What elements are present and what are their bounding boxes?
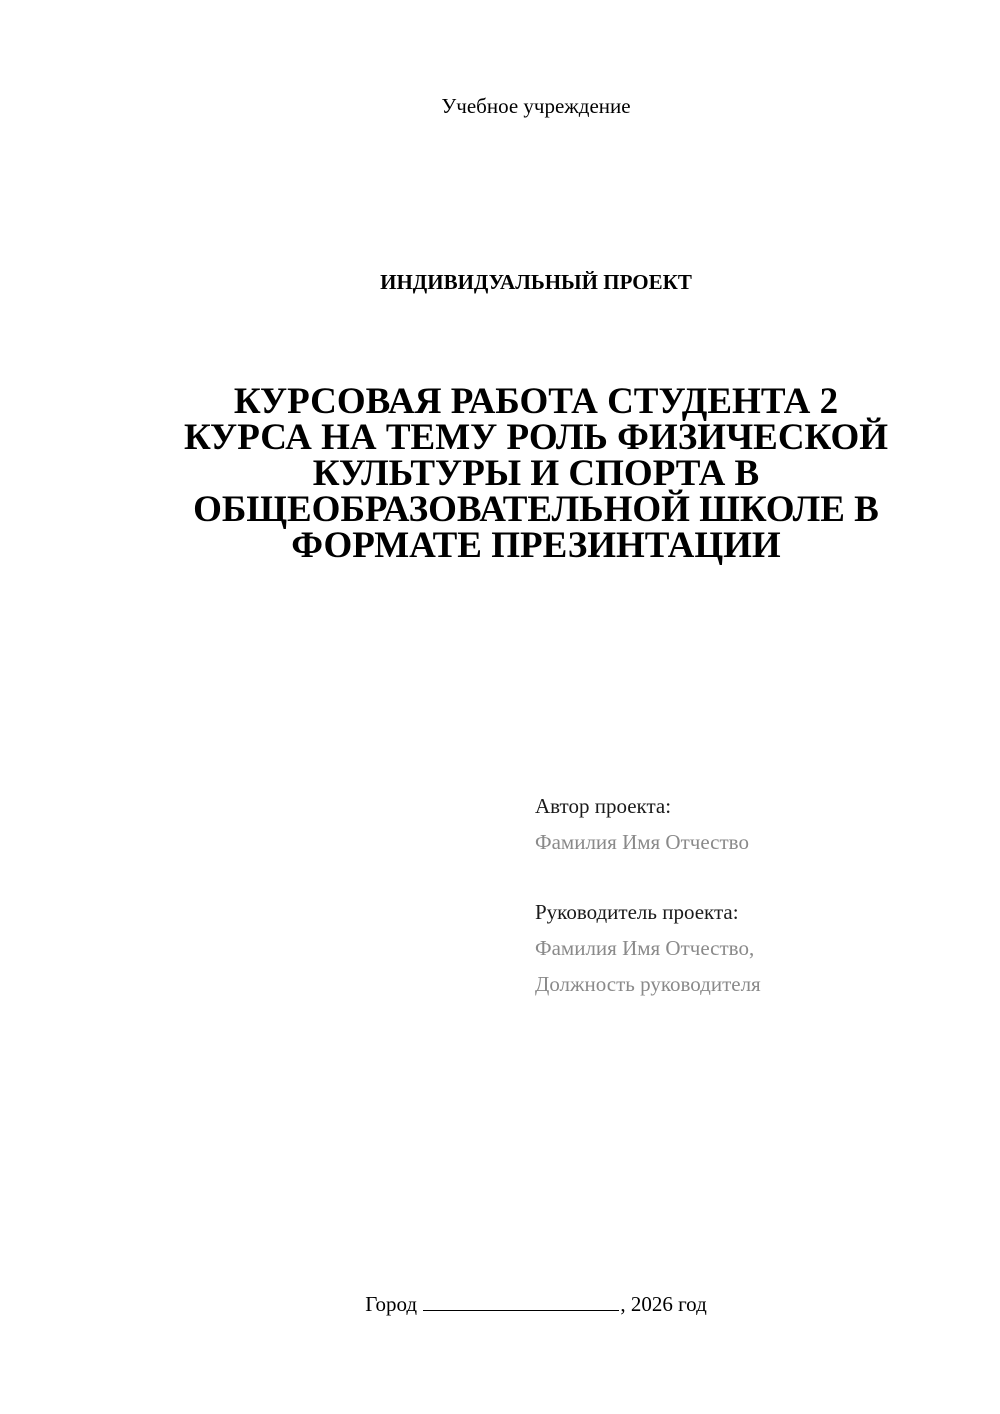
document-title xyxy=(150,381,922,566)
title-line: КУРСА НА ТЕМУ РОЛЬ ФИЗИЧЕСКОЙ xyxy=(183,417,889,458)
info-spacer xyxy=(535,860,975,894)
city-blank-line xyxy=(423,1290,619,1311)
project-type-heading: ИНДИВИДУАЛЬНЫЙ ПРОЕКТ xyxy=(380,270,692,294)
year-text: , 2026 год xyxy=(620,1292,707,1316)
title-line: КУЛЬТУРЫ И СПОРТА В xyxy=(312,453,760,494)
city-label: Город xyxy=(365,1292,418,1316)
footer-city-year xyxy=(0,1290,1000,1318)
supervisor-position: Должность руководителя xyxy=(535,972,761,996)
project-info-block xyxy=(535,788,975,1002)
title-line: ФОРМАТЕ ПРЕЗИНТАЦИИ xyxy=(291,525,781,566)
author-name: Фамилия Имя Отчество xyxy=(535,830,749,854)
title-line: КУРСОВАЯ РАБОТА СТУДЕНТА 2 xyxy=(233,381,839,422)
institution-name: Учебное учреждение xyxy=(441,94,631,118)
title-line: ОБЩЕОБРАЗОВАТЕЛЬНОЙ ШКОЛЕ В xyxy=(193,489,879,530)
supervisor-name: Фамилия Имя Отчество, xyxy=(535,936,755,960)
author-label: Автор проекта: xyxy=(535,794,672,818)
supervisor-label: Руководитель проекта: xyxy=(535,900,739,924)
